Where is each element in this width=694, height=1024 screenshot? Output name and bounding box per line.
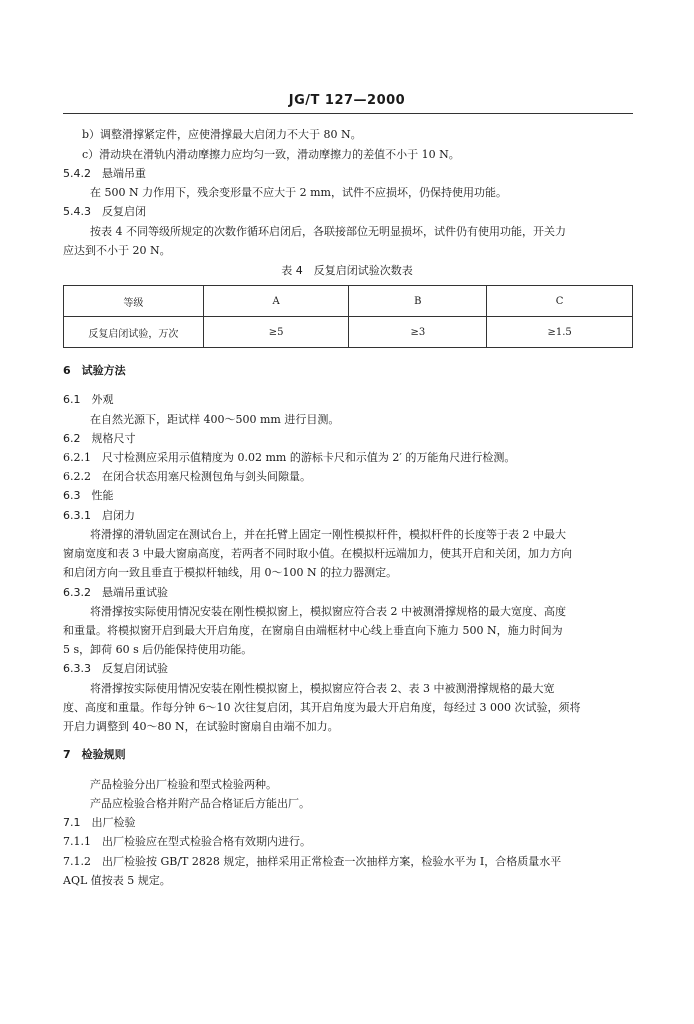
table-header-cell: 等级 — [64, 286, 204, 317]
section-7-title: 7 检验规则 — [63, 748, 126, 761]
section-6-3-2-title: 6.3.2 悬端吊重试验 — [63, 586, 168, 599]
table-header-row — [64, 286, 633, 317]
section-6-3-1-line-1: 将滑撑的滑轨固定在测试台上，并在托臂上固定一刚性模拟杆件，模拟杆件的长度等于表 2 中最大 — [90, 528, 566, 541]
section-6-3-1-line-3: 和启闭方向一致且垂直于模拟杆轴线，用 0～100 N 的拉力器测定。 — [63, 566, 398, 579]
section-6-3-3-title: 6.3.3 反复启闭试验 — [63, 662, 168, 675]
section-7-1-1: 7.1.1 出厂检验应在型式检验合格有效期内进行。 — [63, 835, 311, 848]
table-4-caption: 表 4 反复启闭试验次数表 — [281, 264, 413, 277]
section-7-1-2-line-1: 7.1.2 出厂检验按 GB/T 2828 规定，抽样采用正常检查一次抽样方案，检验水平为 Ⅰ，合格质量水平 — [63, 855, 562, 868]
section-5-4-3-title: 5.4.3 反复启闭 — [63, 205, 146, 218]
section-6-3-3-line-3: 开启力调整到 40～80 N，在试验时窗扇自由端不加力。 — [63, 720, 339, 733]
table-header-cell: C — [487, 286, 633, 317]
table-cell: ≥1.5 — [487, 317, 633, 348]
section-5-4-3-text-2: 应达到不小于 20 N。 — [63, 244, 171, 257]
section-7-1-title: 7.1 出厂检验 — [63, 816, 136, 829]
section-6-3-1-title: 6.3.1 启闭力 — [63, 509, 135, 522]
section-7-1-2-line-2: AQL 值按表 5 规定。 — [63, 874, 171, 887]
table-cell: 反复启闭试验，万次 — [64, 317, 204, 348]
section-6-3-3-line-2: 度、高度和重量。作每分钟 6～10 次往复启闭，其开启角度为最大开启角度，每经过 3 000 次试验，须将 — [63, 701, 581, 714]
header-rule — [63, 113, 633, 114]
item-c: c）滑动块在滑轨内滑动摩擦力应均匀一致，滑动摩擦力的差值不小于 10 N。 — [82, 148, 460, 161]
table-header-cell: A — [203, 286, 349, 317]
section-6-3-1-line-2: 窗扇宽度和表 3 中最大窗扇高度，若两者不同时取小值。在模拟杆远端加力，使其开启和关闭，加力方向 — [63, 547, 572, 560]
section-5-4-3-text-1: 按表 4 不同等级所规定的次数作循环启闭后，各联接部位无明显损坏，试件仍有使用功能，开关力 — [90, 225, 566, 238]
section-6-1-text: 在自然光源下，距试样 400～500 mm 进行目测。 — [90, 413, 340, 426]
section-6-2-title: 6.2 规格尺寸 — [63, 432, 136, 445]
section-6-2-1: 6.2.1 尺寸检测应采用示值精度为 0.02 mm 的游标卡尺和示值为 2′ 的万能角尺进行检测。 — [63, 451, 516, 464]
section-6-title: 6 试验方法 — [63, 364, 126, 377]
section-5-4-2-title: 5.4.2 悬端吊重 — [63, 167, 146, 180]
table-header-cell: B — [349, 286, 487, 317]
section-7-para-2: 产品应检验合格并附产品合格证后方能出厂。 — [90, 797, 310, 810]
table-cell: ≥5 — [203, 317, 349, 348]
section-6-3-3-line-1: 将滑撑按实际使用情况安装在刚性模拟窗上，模拟窗应符合表 2、表 3 中被测滑撑规格的最大宽 — [90, 682, 555, 695]
section-6-3-2-line-2: 和重量。将模拟窗开启到最大开启角度，在窗扇自由端框材中心线上垂直向下施力 500 N，施力时间为 — [63, 624, 563, 637]
section-6-3-2-line-3: 5 s，卸荷 60 s 后仍能保持使用功能。 — [63, 643, 253, 656]
section-7-para-1: 产品检验分出厂检验和型式检验两种。 — [90, 778, 277, 791]
section-6-3-title: 6.3 性能 — [63, 489, 114, 502]
section-6-3-2-line-1: 将滑撑按实际使用情况安装在刚性模拟窗上，模拟窗应符合表 2 中被测滑撑规格的最大宽度、高度 — [90, 605, 566, 618]
table-cell: ≥3 — [349, 317, 487, 348]
table-4 — [63, 285, 633, 348]
page-header: JG/T 127—2000 — [288, 93, 406, 108]
table-row — [64, 317, 633, 348]
section-6-2-2: 6.2.2 在闭合状态用塞尺检测包角与剑头间隙量。 — [63, 470, 311, 483]
section-6-1-title: 6.1 外观 — [63, 393, 114, 406]
item-b: b）调整滑撑紧定件，应使滑撑最大启闭力不大于 80 N。 — [82, 128, 362, 141]
section-5-4-2-text: 在 500 N 力作用下，残余变形量不应大于 2 mm，试件不应损坏，仍保持使用功能。 — [90, 186, 507, 199]
